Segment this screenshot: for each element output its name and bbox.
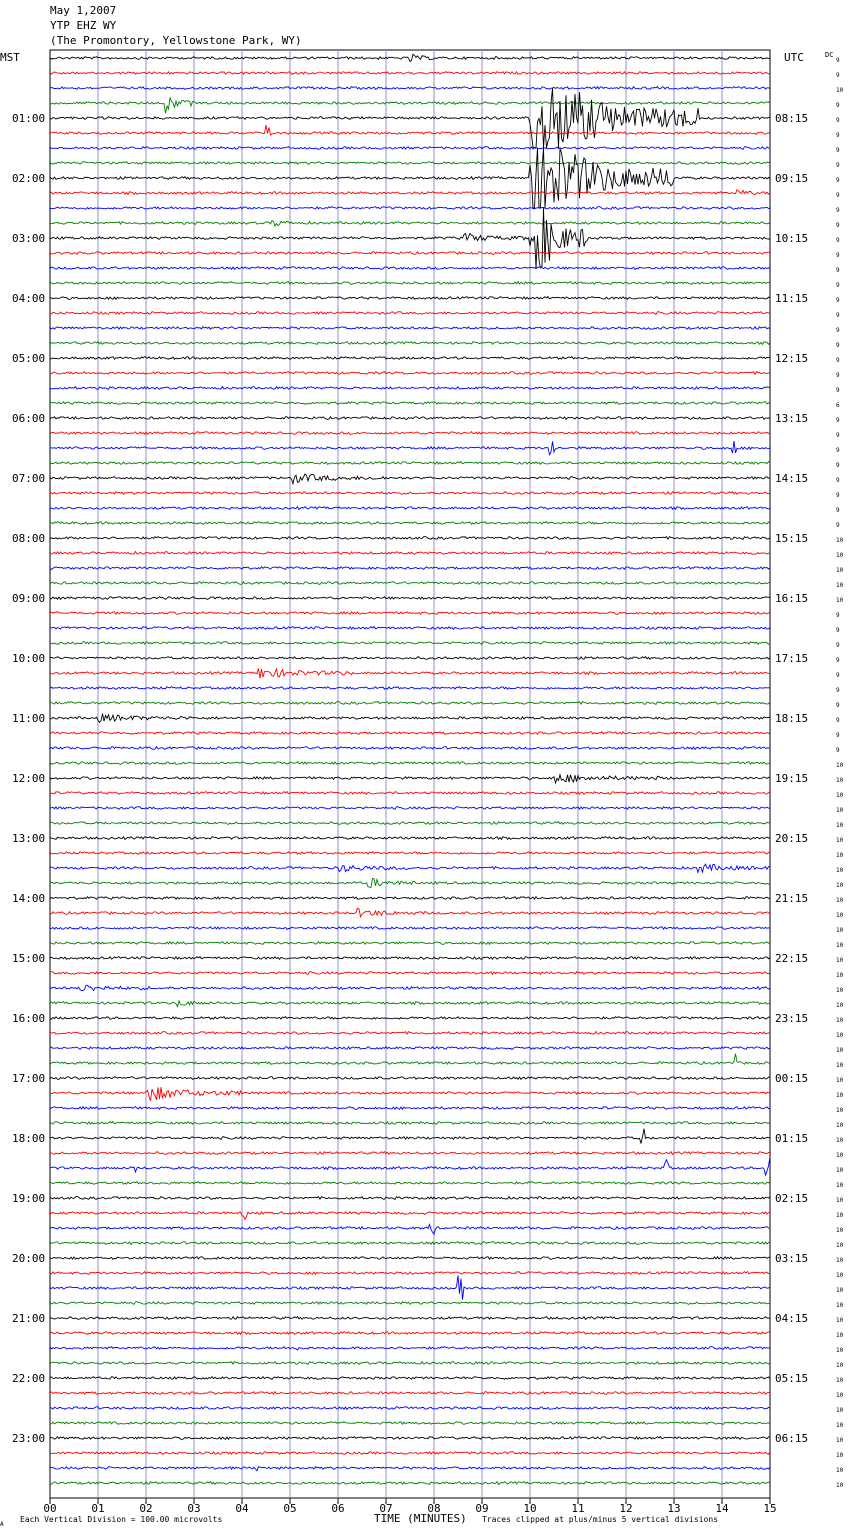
mst-hour-label: 16:00 (12, 1012, 46, 1025)
dc-offset-value: 9 (836, 132, 840, 139)
dc-offset-value: 10 (836, 987, 844, 994)
dc-offset-value: 10 (836, 567, 844, 574)
trace-44 (50, 714, 770, 723)
trace-46 (50, 747, 770, 750)
mst-hour-label: 03:00 (12, 232, 46, 245)
utc-hour-label: 16:15 (775, 592, 809, 605)
utc-hour-label: 01:15 (775, 1132, 809, 1145)
trace-50 (50, 807, 770, 810)
x-tick-label: 15 (763, 1502, 777, 1515)
x-tick-label: 11 (571, 1502, 585, 1515)
dc-offset-value: 9 (836, 507, 840, 514)
utc-hour-label: 05:15 (775, 1372, 809, 1385)
trace-27 (50, 462, 770, 465)
dc-offset-value: 10 (836, 807, 844, 814)
dc-offset-value: 9 (836, 57, 840, 64)
dc-offset-value: 9 (836, 627, 840, 634)
utc-hour-label: 03:15 (775, 1252, 809, 1265)
trace-32 (50, 537, 770, 540)
dc-offset-value: 10 (836, 927, 844, 934)
trace-8 (50, 148, 770, 208)
utc-hour-label: 06:15 (775, 1432, 809, 1445)
dc-offset-value: 10 (836, 792, 844, 799)
trace-47 (50, 762, 770, 765)
trace-89 (50, 1392, 770, 1395)
trace-18 (50, 327, 770, 330)
dc-offset-value: 10 (836, 1302, 844, 1309)
trace-28 (50, 474, 770, 484)
trace-9 (50, 190, 770, 195)
x-tick-label: 10 (523, 1502, 537, 1515)
footer-mark: A (0, 1521, 4, 1528)
trace-26 (50, 441, 770, 455)
trace-83 (50, 1302, 770, 1305)
seismic-traces (50, 54, 770, 1484)
trace-29 (50, 492, 770, 495)
trace-38 (50, 627, 770, 630)
trace-93 (50, 1452, 770, 1455)
trace-14 (50, 267, 770, 270)
dc-offset-value: 10 (836, 1392, 844, 1399)
dc-offset-value: 9 (836, 717, 840, 724)
dc-offset-value: 10 (836, 1062, 844, 1069)
dc-offset-value: 10 (836, 1452, 844, 1459)
trace-60 (50, 957, 770, 960)
dc-offset-value: 9 (836, 702, 840, 709)
trace-57 (50, 908, 770, 917)
dc-offset-value: 9 (836, 267, 840, 274)
utc-hour-label: 23:15 (775, 1012, 809, 1025)
dc-offset-value: 10 (836, 882, 844, 889)
trace-22 (50, 387, 770, 390)
dc-offset-value: 9 (836, 732, 840, 739)
trace-77 (50, 1212, 770, 1220)
trace-56 (50, 897, 770, 900)
trace-15 (50, 282, 770, 285)
trace-35 (50, 582, 770, 585)
utc-hour-label: 12:15 (775, 352, 809, 365)
trace-25 (50, 432, 770, 435)
dc-offset-value: 10 (836, 1407, 844, 1414)
trace-33 (50, 552, 770, 555)
dc-offset-value: 9 (836, 222, 840, 229)
mst-hour-label: 09:00 (12, 592, 46, 605)
trace-23 (50, 402, 770, 405)
dc-offset-value: 10 (836, 1212, 844, 1219)
trace-40 (50, 657, 770, 660)
dc-offset-value: 10 (836, 972, 844, 979)
x-tick-label: 00 (43, 1502, 57, 1515)
trace-19 (50, 342, 770, 345)
trace-75 (50, 1182, 770, 1185)
trace-73 (50, 1152, 770, 1155)
dc-offset-value: 10 (836, 1257, 844, 1264)
x-tick-label: 12 (619, 1502, 633, 1515)
utc-hour-label: 21:15 (775, 892, 809, 905)
utc-hour-label: 19:15 (775, 772, 809, 785)
dc-offset-value: 9 (836, 432, 840, 439)
mst-hour-label: 18:00 (12, 1132, 46, 1145)
dc-offset-value: 10 (836, 1092, 844, 1099)
hour-labels (12, 57, 844, 1489)
trace-66 (50, 1047, 770, 1050)
dc-offset-value: 9 (836, 747, 840, 754)
trace-88 (50, 1377, 770, 1380)
utc-hour-label: 15:15 (775, 532, 809, 545)
trace-91 (50, 1422, 770, 1425)
mst-hour-label: 17:00 (12, 1072, 46, 1085)
dc-offset-value: 9 (836, 327, 840, 334)
mst-hour-label: 02:00 (12, 172, 46, 185)
mst-hour-label: 20:00 (12, 1252, 46, 1265)
mst-hour-label: 04:00 (12, 292, 46, 305)
dc-offset-value: 9 (836, 147, 840, 154)
mst-hour-label: 14:00 (12, 892, 46, 905)
trace-92 (50, 1437, 770, 1440)
trace-52 (50, 837, 770, 840)
trace-42 (50, 687, 770, 690)
trace-69 (50, 1087, 770, 1101)
dc-offset-value: 9 (836, 162, 840, 169)
mst-hour-label: 13:00 (12, 832, 46, 845)
trace-90 (50, 1407, 770, 1410)
trace-79 (50, 1242, 770, 1245)
trace-1 (50, 72, 770, 75)
mst-hour-label: 11:00 (12, 712, 46, 725)
dc-offset-value: 10 (836, 1107, 844, 1114)
dc-offset-value: 10 (836, 1047, 844, 1054)
trace-81 (50, 1272, 770, 1275)
trace-34 (50, 567, 770, 570)
mst-hour-label: 21:00 (12, 1312, 46, 1325)
dc-offset-value: 9 (836, 237, 840, 244)
utc-hour-label: 13:15 (775, 412, 809, 425)
dc-offset-value: 10 (836, 1002, 844, 1009)
dc-offset-value: 10 (836, 957, 844, 964)
x-axis-label: TIME (MINUTES) (374, 1512, 467, 1525)
mst-hour-label: 23:00 (12, 1432, 46, 1445)
trace-4 (50, 88, 770, 148)
dc-offset-value: 9 (836, 447, 840, 454)
mst-hour-label: 06:00 (12, 412, 46, 425)
mst-hour-label: 07:00 (12, 472, 46, 485)
utc-hour-label: 00:15 (775, 1072, 809, 1085)
trace-16 (50, 297, 770, 300)
trace-48 (50, 775, 770, 783)
trace-68 (50, 1077, 770, 1080)
trace-20 (50, 357, 770, 360)
station-code: YTP EHZ WY (50, 19, 117, 32)
utc-axis-label: UTC (784, 51, 804, 64)
trace-64 (50, 1017, 770, 1020)
utc-hour-label: 14:15 (775, 472, 809, 485)
trace-62 (50, 985, 770, 990)
dc-offset-value: 9 (836, 372, 840, 379)
dc-offset-value: 9 (836, 417, 840, 424)
trace-65 (50, 1032, 770, 1035)
dc-offset-value: 9 (836, 207, 840, 214)
mst-hour-label: 19:00 (12, 1192, 46, 1205)
dc-offset-value: 9 (836, 72, 840, 79)
dc-offset-value: 9 (836, 342, 840, 349)
trace-6 (50, 147, 770, 150)
trace-10 (50, 207, 770, 210)
trace-86 (50, 1347, 770, 1350)
dc-offset-value: 9 (836, 672, 840, 679)
utc-hour-label: 17:15 (775, 652, 809, 665)
trace-17 (50, 312, 770, 315)
trace-2 (50, 87, 770, 90)
utc-hour-label: 11:15 (775, 292, 809, 305)
x-tick-label: 01 (91, 1502, 105, 1515)
mst-hour-label: 22:00 (12, 1372, 46, 1385)
utc-hour-label: 02:15 (775, 1192, 809, 1205)
x-tick-label: 08 (427, 1502, 441, 1515)
trace-31 (50, 522, 770, 525)
x-tick-label: 14 (715, 1502, 729, 1515)
trace-54 (50, 864, 770, 872)
dc-offset-value: 9 (836, 492, 840, 499)
dc-offset-value: 9 (836, 462, 840, 469)
trace-80 (50, 1257, 770, 1260)
trace-82 (50, 1275, 770, 1299)
clip-note: Traces clipped at plus/minus 5 vertical divisions (482, 1515, 719, 1524)
dc-offset-value: 9 (836, 297, 840, 304)
trace-3 (50, 97, 770, 113)
utc-hour-label: 18:15 (775, 712, 809, 725)
trace-51 (50, 822, 770, 825)
trace-55 (50, 878, 770, 887)
dc-offset-value: 10 (836, 1242, 844, 1249)
dc-offset-value: 10 (836, 87, 844, 94)
dc-offset-value: 10 (836, 1422, 844, 1429)
trace-94 (50, 1467, 770, 1471)
x-tick-label: 06 (331, 1502, 345, 1515)
dc-offset-value: 10 (836, 1032, 844, 1039)
x-tick-label: 03 (187, 1502, 201, 1515)
trace-78 (50, 1225, 770, 1235)
trace-39 (50, 642, 770, 645)
dc-offset-value: 9 (836, 312, 840, 319)
dc-offset-value: 9 (836, 522, 840, 529)
trace-85 (50, 1332, 770, 1335)
utc-hour-label: 20:15 (775, 832, 809, 845)
dc-offset-value: 9 (836, 357, 840, 364)
trace-59 (50, 942, 770, 945)
trace-30 (50, 507, 770, 510)
trace-71 (50, 1122, 770, 1125)
dc-offset-value: 9 (836, 177, 840, 184)
trace-12 (50, 208, 770, 268)
dc-offset-value: 10 (836, 1167, 844, 1174)
trace-76 (50, 1197, 770, 1200)
utc-hour-label: 04:15 (775, 1312, 809, 1325)
dc-offset-value: 10 (836, 1467, 844, 1474)
dc-offset-value: 10 (836, 942, 844, 949)
trace-24 (50, 417, 770, 420)
utc-hour-label: 09:15 (775, 172, 809, 185)
trace-53 (50, 852, 770, 855)
dc-offset-label: DC (825, 51, 834, 59)
dc-offset-value: 9 (836, 642, 840, 649)
x-tick-label: 04 (235, 1502, 249, 1515)
mst-hour-label: 10:00 (12, 652, 46, 665)
trace-43 (50, 702, 770, 705)
trace-58 (50, 927, 770, 930)
dc-offset-value: 10 (836, 762, 844, 769)
dc-offset-value: 10 (836, 1482, 844, 1489)
dc-offset-value: 10 (836, 1272, 844, 1279)
trace-37 (50, 612, 770, 615)
dc-offset-value: 10 (836, 1227, 844, 1234)
dc-offset-value: 10 (836, 1347, 844, 1354)
utc-hour-label: 08:15 (775, 112, 809, 125)
dc-offset-value: 10 (836, 1197, 844, 1204)
dc-offset-value: 10 (836, 582, 844, 589)
x-tick-label: 05 (283, 1502, 297, 1515)
trace-49 (50, 792, 770, 795)
dc-offset-value: 10 (836, 852, 844, 859)
dc-offset-value: 6 (836, 402, 840, 409)
dc-offset-value: 10 (836, 912, 844, 919)
dc-offset-value: 10 (836, 1362, 844, 1369)
trace-11 (50, 220, 770, 226)
x-tick-label: 09 (475, 1502, 489, 1515)
trace-7 (50, 162, 770, 165)
trace-45 (50, 732, 770, 735)
station-location: (The Promontory, Yellowstone Park, WY) (50, 34, 302, 47)
dc-offset-value: 10 (836, 552, 844, 559)
dc-offset-value: 9 (836, 477, 840, 484)
mst-axis-label: MST (0, 51, 20, 64)
dc-offset-value: 9 (836, 282, 840, 289)
dc-offset-value: 10 (836, 1017, 844, 1024)
trace-74 (50, 1157, 770, 1175)
trace-63 (50, 1001, 770, 1007)
mst-hour-label: 01:00 (12, 112, 46, 125)
plot-date: May 1,2007 (50, 4, 117, 17)
dc-offset-value: 9 (836, 252, 840, 259)
dc-offset-value: 10 (836, 1317, 844, 1324)
trace-13 (50, 252, 770, 255)
dc-offset-value: 10 (836, 822, 844, 829)
trace-21 (50, 372, 770, 375)
dc-offset-value: 9 (836, 117, 840, 124)
dc-offset-value: 10 (836, 1077, 844, 1084)
dc-offset-value: 9 (836, 192, 840, 199)
dc-offset-value: 10 (836, 537, 844, 544)
mst-hour-label: 15:00 (12, 952, 46, 965)
x-tick-label: 02 (139, 1502, 153, 1515)
trace-0 (50, 54, 770, 61)
trace-72 (50, 1129, 770, 1144)
dc-offset-value: 10 (836, 1377, 844, 1384)
dc-offset-value: 10 (836, 1437, 844, 1444)
utc-hour-label: 22:15 (775, 952, 809, 965)
trace-67 (50, 1054, 770, 1065)
trace-95 (50, 1482, 770, 1485)
dc-offset-value: 9 (836, 657, 840, 664)
dc-offset-value: 10 (836, 1122, 844, 1129)
dc-offset-value: 9 (836, 687, 840, 694)
mst-hour-label: 12:00 (12, 772, 46, 785)
scale-note: Each Vertical Division = 100.00 microvolts (20, 1515, 223, 1524)
dc-offset-value: 9 (836, 612, 840, 619)
mst-hour-label: 05:00 (12, 352, 46, 365)
trace-70 (50, 1107, 770, 1110)
dc-offset-value: 10 (836, 837, 844, 844)
dc-offset-value: 10 (836, 1287, 844, 1294)
dc-offset-value: 10 (836, 1152, 844, 1159)
dc-offset-value: 10 (836, 1137, 844, 1144)
dc-offset-value: 9 (836, 387, 840, 394)
x-tick-label: 13 (667, 1502, 681, 1515)
trace-84 (50, 1317, 770, 1320)
dc-offset-value: 10 (836, 1182, 844, 1189)
trace-41 (50, 668, 770, 678)
dc-offset-value: 10 (836, 897, 844, 904)
trace-87 (50, 1362, 770, 1365)
dc-offset-value: 10 (836, 777, 844, 784)
dc-offset-value: 10 (836, 867, 844, 874)
x-tick-label: 07 (379, 1502, 393, 1515)
dc-offset-value: 9 (836, 102, 840, 109)
dc-offset-value: 10 (836, 1332, 844, 1339)
dc-offset-value: 10 (836, 597, 844, 604)
utc-hour-label: 10:15 (775, 232, 809, 245)
trace-36 (50, 597, 770, 600)
trace-61 (50, 972, 770, 975)
mst-hour-label: 08:00 (12, 532, 46, 545)
